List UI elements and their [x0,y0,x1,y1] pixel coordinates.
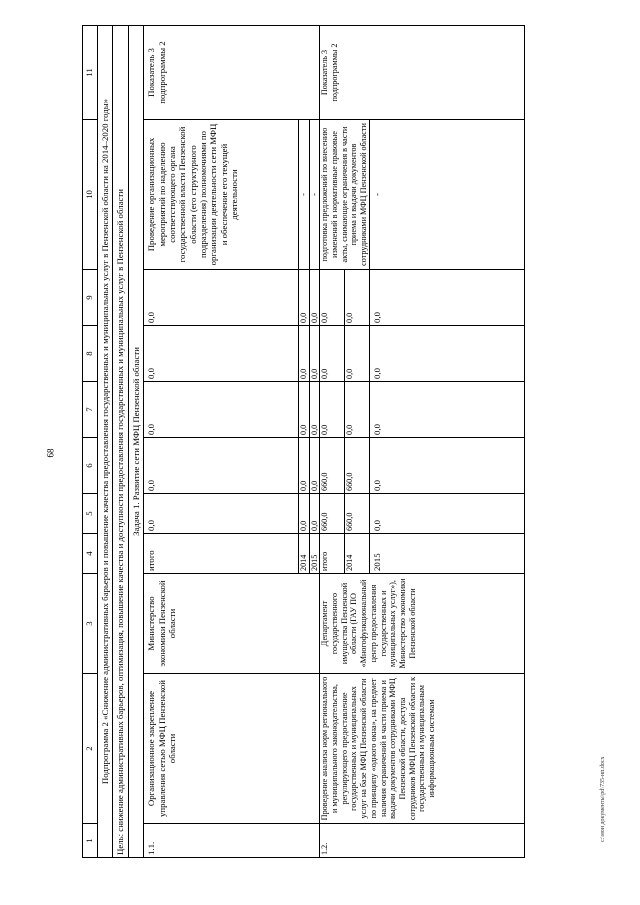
value-cell: 0,0 [369,270,524,326]
col-header: 5 [83,494,98,534]
program-title: Подпрограмма 2 «Снижение административных барьеров и повышение качества предоставления государственных и муниципальных услуг в Пензенской области на 2014–2020 годы» [98,26,113,858]
col-header: 10 [83,120,98,270]
program-table [82,25,525,858]
row-number: 1.1. [144,824,320,858]
year-cell: итого [320,534,345,574]
value-cell: 0,0 [369,438,524,494]
col-header: 7 [83,382,98,438]
result-text: - [309,120,320,270]
value-cell: 0,0 [320,326,345,382]
col-header: 2 [83,674,98,824]
goal-row [113,26,128,858]
value-cell: 660,0 [320,438,345,494]
value-cell: 0,0 [299,382,310,438]
value-cell: 0,0 [299,494,310,534]
value-cell: 660,0 [345,494,370,534]
indicator: Показатель 3 подпрограммы 2 [144,26,320,120]
value-cell: 0,0 [320,270,345,326]
year-cell: 2014 [345,534,370,574]
value-cell: 660,0 [320,494,345,534]
value-cell: 0,0 [299,270,310,326]
task-row [128,26,143,858]
value-cell: 0,0 [144,438,299,494]
col-header: 4 [83,534,98,574]
rotated-table-wrapper [82,26,634,858]
result-text: - [299,120,310,270]
value-cell: 0,0 [320,382,345,438]
value-cell: 0,0 [369,326,524,382]
value-cell: 0,0 [345,326,370,382]
result-text: подготовка предложений по внесению изменений в нормативные правовые акты, снимающие ограничения в части приема и выдачи документов сотрудниками МФЦ Пензенской области [320,120,369,270]
col-header: 3 [83,574,98,674]
table-row [144,26,299,858]
value-cell: 0,0 [309,270,320,326]
value-cell: 0,0 [144,494,299,534]
value-cell: 0,0 [144,270,299,326]
value-cell: 0,0 [309,326,320,382]
program-title-row [98,26,113,858]
year-cell: 2014 [299,534,310,574]
value-cell: 0,0 [299,326,310,382]
value-cell: 0,0 [345,270,370,326]
value-cell: 0,0 [369,382,524,438]
executor: Департамент государственного имущества Пензенской области (ГАУ ПО «Многофункциональный центр предоставления государственных и муниципальных услуг»), Министерство экономики Пензенской области [320,574,524,674]
table-row [320,26,345,858]
result-text: - [369,120,524,270]
footer-path: c:\мои документы\pd\735-нп.docx [600,756,606,842]
value-cell: 0,0 [144,382,299,438]
page-number: 68 [45,448,56,458]
year-cell: итого [144,534,299,574]
value-cell: 0,0 [299,438,310,494]
year-cell: 2015 [369,534,524,574]
measure-name: Организационное закрепление управления сетью МФЦ Пензенской области [144,674,320,824]
value-cell: 0,0 [345,382,370,438]
task-text: Задача 1. Развитие сети МФЦ Пензенской области [128,26,143,858]
value-cell: 0,0 [309,494,320,534]
col-header: 1 [83,824,98,858]
value-cell: 0,0 [144,326,299,382]
year-cell: 2015 [309,534,320,574]
col-header: 8 [83,326,98,382]
col-header: 9 [83,270,98,326]
value-cell: 0,0 [309,438,320,494]
executor: Министерство экономики Пензенской области [144,574,320,674]
value-cell: 0,0 [369,494,524,534]
column-number-row [83,26,98,858]
goal-text: Цель: снижение административных барьеров, оптимизация, повышение качества и доступности предоставления государственных и муниципальных услуг в Пензенской области [113,26,128,858]
result-text: Проведение организационных мероприятий по наделению соответствующего органа государственной власти Пензенской области (его структурного подразделения) полномочиями по организации деятельности сети МФЦ и обеспечение его текущей деятельности [144,120,299,270]
measure-name: Проведение анализа норм регионального и муниципального законодательства, регулирующего предоставление государственных и муниципальных услуг на базе МФЦ Пензенской области по принципу «одного окна», на предмет наличия ограничений в части приема и выдачи документов сотрудниками МФЦ Пензенской области, доступа сотрудников МФЦ Пензенской области к государственным и муниципальным информационным системам [320,674,524,824]
col-header: 6 [83,438,98,494]
value-cell: 660,0 [345,438,370,494]
row-number: 1.2. [320,824,524,858]
col-header: 11 [83,26,98,120]
indicator: Показатель 3 подпрограммы 2 [320,26,524,120]
value-cell: 0,0 [309,382,320,438]
